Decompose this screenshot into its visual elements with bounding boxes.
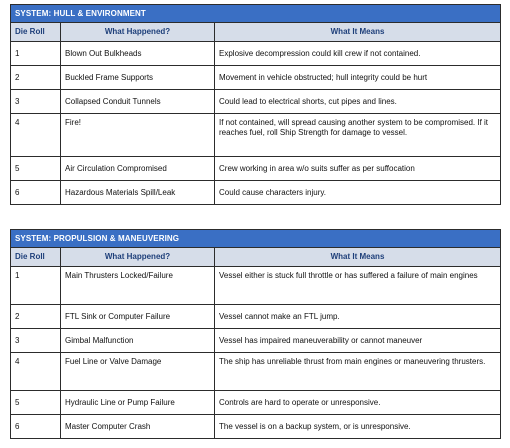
cell-what-happened: Collapsed Conduit Tunnels bbox=[61, 90, 215, 114]
cell-what-it-means: Vessel either is stuck full throttle or has suffered a failure of main engines bbox=[215, 267, 501, 305]
cell-what-it-means: Explosive decompression could kill crew if not contained. bbox=[215, 42, 501, 66]
header-what-happened: What Happened? bbox=[61, 248, 215, 267]
cell-die-roll: 5 bbox=[11, 157, 61, 181]
table-title-row bbox=[11, 230, 501, 248]
cell-what-happened: Buckled Frame Supports bbox=[61, 66, 215, 90]
cell-die-roll: 6 bbox=[11, 181, 61, 205]
table-row bbox=[11, 267, 501, 305]
cell-what-it-means: The ship has unreliable thrust from main engines or maneuvering thrusters. bbox=[215, 353, 501, 391]
header-what-happened: What Happened? bbox=[61, 23, 215, 42]
cell-die-roll: 5 bbox=[11, 391, 61, 415]
table-row bbox=[11, 353, 501, 391]
table-row bbox=[11, 305, 501, 329]
cell-what-happened: Hydraulic Line or Pump Failure bbox=[61, 391, 215, 415]
table-header-row bbox=[11, 248, 501, 267]
header-die-roll: Die Roll bbox=[11, 23, 61, 42]
table-title: SYSTEM: PROPULSION & MANEUVERING bbox=[11, 230, 501, 248]
propulsion-maneuvering-table bbox=[10, 229, 501, 439]
cell-what-it-means: Vessel cannot make an FTL jump. bbox=[215, 305, 501, 329]
table-header-row bbox=[11, 23, 501, 42]
table-spacer bbox=[10, 205, 500, 229]
cell-what-happened: Gimbal Malfunction bbox=[61, 329, 215, 353]
cell-die-roll: 1 bbox=[11, 42, 61, 66]
cell-what-it-means: If not contained, will spread causing another system to be compromised. If it reaches fuel, roll Ship Strength for damage to vessel. bbox=[215, 114, 501, 157]
cell-what-it-means: Controls are hard to operate or unresponsive. bbox=[215, 391, 501, 415]
table-row bbox=[11, 329, 501, 353]
cell-what-happened: Blown Out Bulkheads bbox=[61, 42, 215, 66]
table-row bbox=[11, 42, 501, 66]
table-row bbox=[11, 415, 501, 439]
cell-die-roll: 2 bbox=[11, 66, 61, 90]
cell-what-it-means: Could lead to electrical shorts, cut pipes and lines. bbox=[215, 90, 501, 114]
cell-die-roll: 4 bbox=[11, 114, 61, 157]
cell-what-happened: Main Thrusters Locked/Failure bbox=[61, 267, 215, 305]
cell-die-roll: 3 bbox=[11, 90, 61, 114]
cell-die-roll: 1 bbox=[11, 267, 61, 305]
table-row bbox=[11, 90, 501, 114]
table-row bbox=[11, 66, 501, 90]
header-what-it-means: What It Means bbox=[215, 248, 501, 267]
page bbox=[10, 4, 500, 439]
cell-what-it-means: Vessel has impaired maneuverability or cannot maneuver bbox=[215, 329, 501, 353]
cell-die-roll: 6 bbox=[11, 415, 61, 439]
table-title: SYSTEM: HULL & ENVIRONMENT bbox=[11, 5, 501, 23]
table-row bbox=[11, 391, 501, 415]
cell-what-happened: Master Computer Crash bbox=[61, 415, 215, 439]
header-die-roll: Die Roll bbox=[11, 248, 61, 267]
cell-what-it-means: Could cause characters injury. bbox=[215, 181, 501, 205]
hull-environment-table bbox=[10, 4, 501, 205]
header-what-it-means: What It Means bbox=[215, 23, 501, 42]
table-title-row bbox=[11, 5, 501, 23]
cell-what-happened: Hazardous Materials Spill/Leak bbox=[61, 181, 215, 205]
table-row bbox=[11, 181, 501, 205]
cell-what-happened: FTL Sink or Computer Failure bbox=[61, 305, 215, 329]
cell-what-happened: Fire! bbox=[61, 114, 215, 157]
cell-die-roll: 2 bbox=[11, 305, 61, 329]
cell-what-it-means: Movement in vehicle obstructed; hull integrity could be hurt bbox=[215, 66, 501, 90]
cell-what-it-means: Crew working in area w/o suits suffer as per suffocation bbox=[215, 157, 501, 181]
cell-what-happened: Air Circulation Compromised bbox=[61, 157, 215, 181]
cell-die-roll: 3 bbox=[11, 329, 61, 353]
table-row bbox=[11, 157, 501, 181]
cell-what-happened: Fuel Line or Valve Damage bbox=[61, 353, 215, 391]
table-row bbox=[11, 114, 501, 157]
cell-what-it-means: The vessel is on a backup system, or is unresponsive. bbox=[215, 415, 501, 439]
cell-die-roll: 4 bbox=[11, 353, 61, 391]
